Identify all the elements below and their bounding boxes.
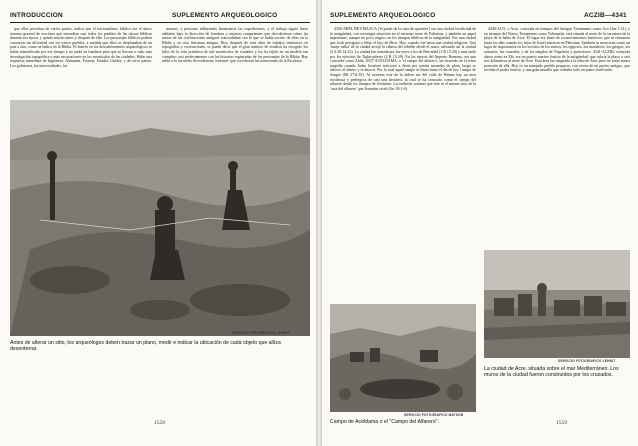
right-page-number: 1559 xyxy=(556,420,567,426)
right-header-entry: ACZIB—4341 xyxy=(584,12,627,19)
aceldama-photo-credit: SERVICIO FOTOGRAFICO MATSON xyxy=(404,413,464,417)
right-col1-paragraph: 4336-ABEL BET-MAACA ('el prado de la casa de opresión') era una ciudad fortificada de la antigüedad, con estrategia situación en el extremo norte de Palestina, y también un papel importante, aunque no poco trágico, en los tiempos bíblicos de la antigüedad. Fue una ciudad que Joab persiguió a Seba, el hijo de Bicri. Hoy, cuando fue hasta una ciudad religiosa. Una 'mujer sabia' de la ciudad arrojó la cabeza del rebelde desde el muro, salvando así la ciudad (2 S 20:14-22). La ciudad fue tomada por los reyes a los de Ben-adad (1 R 15:20) y más tarde por los ejércitos de Tiglat-pileser (2 R 15:29). En las épocas del Imperio Romano, era una conocida como Abila. 4337-ACELDAMA, o 'el campo del alfarero', un recuerdo de la triste tragedia cuando Judas Iscariote traicionó a Jesús por treinta monedas de plata, luego se ahorcó; el dinero y se ahorcó. Por lo cual aquel campo se llama hasta el día de hoy Campo de Sangre (Mt 27:6-10). Al extremo este de la ladera sur del valle de Hinom hay un área escabrosa y pedregosa de casi una hectárea, la cual se ha conocido como el campo del alfarero desde los tiempos de Jerónimo. La tradición sostiene que éste es el mismo sitio de la 'casa del alfarero' que Jeremías visitó (Jer 18:1-6). xyxy=(330,27,476,91)
excavation-caption: Antes de alterar un sitio, los arqueólogos deben trazar un plano, medir e indicar la ubicación de cada objeto que allíza desenterrar. xyxy=(10,340,281,353)
aceldama-caption: Campo de Acéldama o el "Campo del Alfarero". xyxy=(330,419,439,425)
aceldama-photo-art xyxy=(330,304,476,412)
left-page-number: 1558 xyxy=(154,420,165,426)
left-col2-paragraph: museos, y personas influyentes financiaron las expediciones, y el trabajo siguió hacia adelante bajo la dirección de hombres y mujeres competentes que descubrieron cómo las ruinas de las civilizaciones antiguas concordaban con lo que se había escrito de ellas en la Biblia y en otra literatura antigua. Hoy, después de cien años de trabajos intensivos en topografías y excavaciones, se puede decir que el gran número de eruditos ha recogido los hilos de la vida primitiva de mil montículos de ciudades y los ha tejido en un modelo tan completo casi perfectamente con las historias registradas de los personajes de la Biblia. Hay saldo a la luz miles de evidencias 'externas' que corroboran las narraciones de la Escritura. xyxy=(162,27,308,64)
acre-photo-credit: SERVICIO FOTOGRAFICO LEHNIT xyxy=(558,359,616,363)
right-column-2 xyxy=(484,27,630,245)
right-col2-paragraph: 4340-ACO, o Acre, conocida en tiempos del Antiguo Testamento como Aco (Jue 1:31), y en tiempos del Nuevo Testamento como Tolemaida, está situada al norte de la curvatura de la playa de la bahía de Acre. El lugar era firme de oscurecimientos históricos que se remontan hasta los días cuando los hijos de Israel entraron en Palestina. También se menciona como un lugar de importancia en los escritos de los asirios, los egipcios, los macabeos, los griegos, los romanos, los cruzados, y de los templos de Napoleón y posteriores. 4341-ACZIB, conocida ahora como ez Zib, era un puerto marino fenicio de la antigüedad, que cubría la playa a casi tres kilómetros al norte de Acre. Esta área fue asignada a la tribu de Aser, pero no tomó nunca posesión de ella. Hoy es un tranquilo pueblo pesquero, con restos de un puerto antiguo, que revelan el poder fenicio, y una gran muralla que rodeaba todo un punto fortificado. xyxy=(484,27,630,73)
left-page xyxy=(0,0,316,446)
right-page xyxy=(322,0,638,446)
excavation-photo xyxy=(10,100,310,336)
left-header-title: SUPLEMENTO ARQUEOLOGICO xyxy=(172,12,278,19)
right-header-rule xyxy=(330,22,630,23)
aceldama-photo xyxy=(330,304,476,412)
left-column-1 xyxy=(10,27,152,97)
left-column-2 xyxy=(162,27,308,97)
left-col1-paragraph: que ellas proveían de varios países, indica que el nacionalismo bíblico era el único sistema general de escritura que entendían casi todos los pueblos de las tierras bíblicas durante esa época, y quizás mucho antes y después de ella. Los personajes bíblicos podían conversar sin dificultad con los varios pueblos, a medida que ellos se desplazaban de un país a otro, como se indica en la Biblia. El interés en los descubrimientos arqueológicos se había intensificado por ese tiempo y no tardó en fundarse para que se llevara a cabo más investigación topográfica y más excavaciones en los montículos de las ciudades. Hubo una respuesta inmediata de Inglaterra, Alemania, Francia, Estados Unidos, y de otros países. Los gobiernos, las universidades, los xyxy=(10,27,152,68)
excavation-photo-art xyxy=(10,100,310,336)
left-header-section: INTRODUCCION xyxy=(10,12,63,19)
excavation-photo-credit: SERVICIO FOTOGRAFICO LEHNIT xyxy=(232,331,290,335)
right-header-title: SUPLEMENTO ARQUEOLOGICO xyxy=(330,12,436,19)
left-header-rule xyxy=(10,22,310,23)
right-column-1 xyxy=(330,27,476,299)
acre-photo xyxy=(484,250,630,358)
acre-caption: La ciudad de Acre, situada sobre el mar Mediterráneo. Los muros de la ciudad fueron construidos por los cruzados. xyxy=(484,366,619,379)
acre-photo-art xyxy=(484,250,630,358)
